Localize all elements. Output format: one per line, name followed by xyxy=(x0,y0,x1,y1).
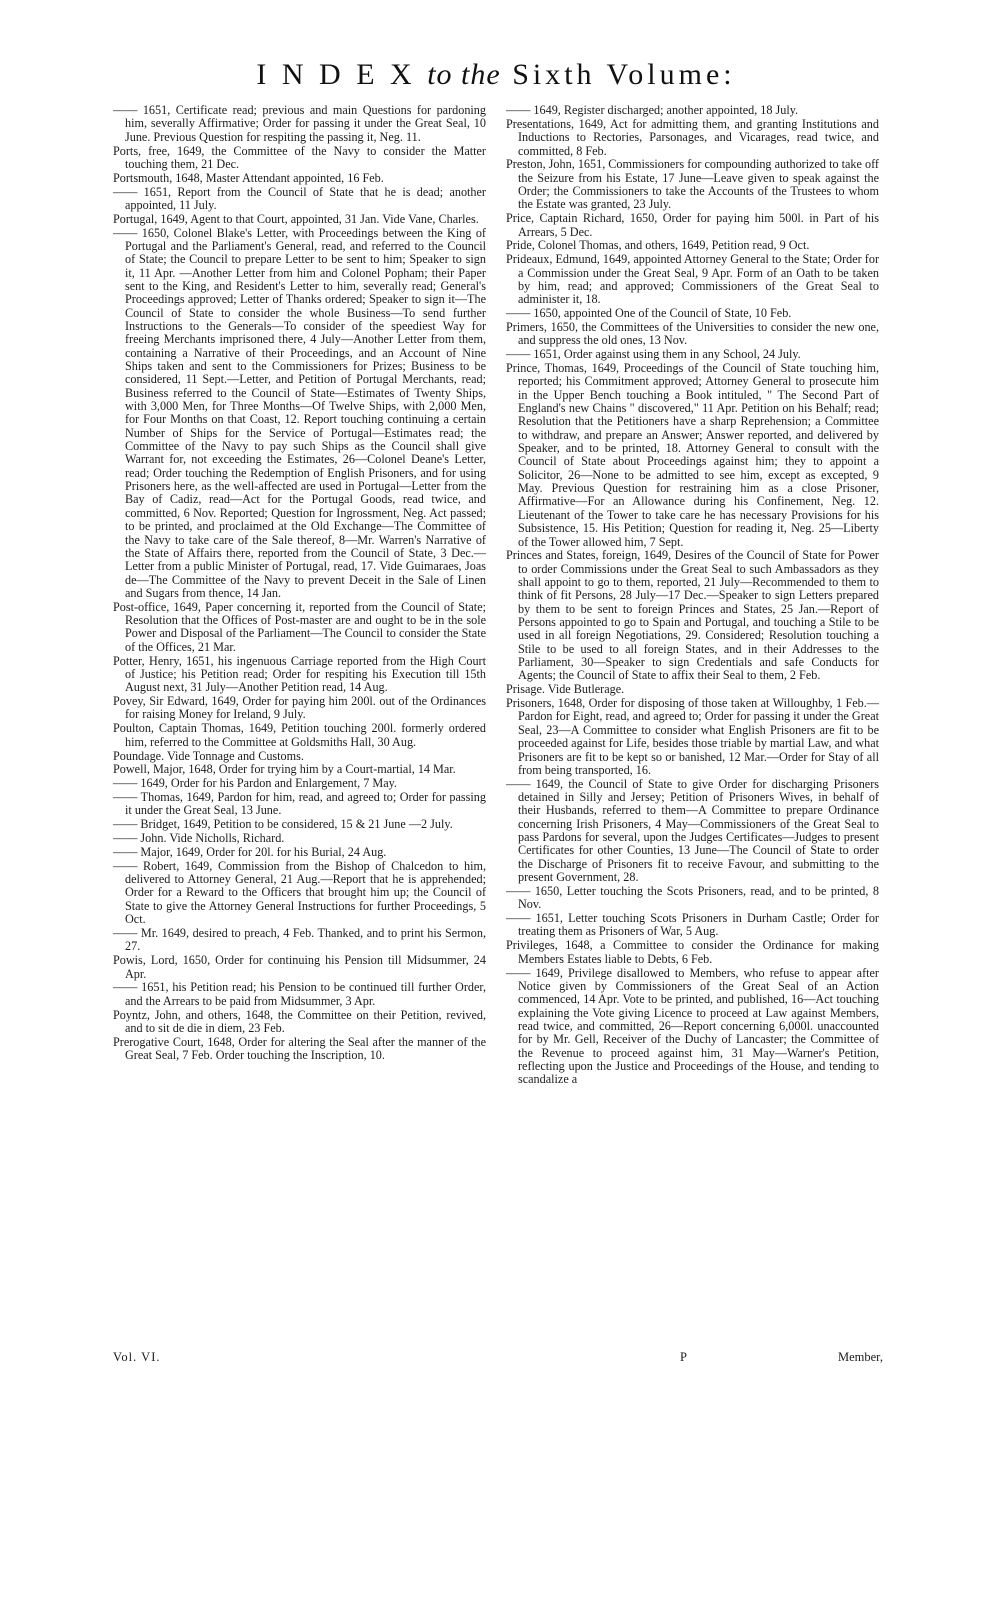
index-entry: —— John. Vide Nicholls, Richard. xyxy=(113,831,285,846)
index-entry: —— 1650, appointed One of the Council of State, 10 Feb. xyxy=(506,306,792,321)
index-entry: —— Bridget, 1649, Petition to be considered, 15 & 21 June —2 July. xyxy=(113,817,453,832)
index-entry: Potter, Henry, 1651, his ingenuous Carriage reported from the High Court of Justice; his Petition read; Order for respiting his Execution till 15th August next, 31 July—Another Petition read, 14 Aug. xyxy=(113,653,486,695)
index-entry: —— 1651, Certificate read; previous and main Questions for pardoning him, severally Affirmative; Order for passing it under the Great Seal, 10 June. Previous Question for respiting the passing it, Neg. 11. xyxy=(113,103,486,144)
index-entry: Povey, Sir Edward, 1649, Order for paying him 200l. out of the Ordinances for raising Money for Ireland, 9 July. xyxy=(113,694,486,722)
index-entry: Privileges, 1648, a Committee to consider the Ordinance for making Members Estates liable to Debts, 6 Feb. xyxy=(506,938,879,966)
index-entry: —— 1651, his Petition read; his Pension to be continued till further Order, and the Arrears to be paid from Midsummer, 3 Apr. xyxy=(113,980,486,1008)
index-entry: Powis, Lord, 1650, Order for continuing his Pension till Midsummer, 24 Apr. xyxy=(113,953,486,981)
index-entry: —— Major, 1649, Order for 20l. for his Burial, 24 Aug. xyxy=(113,844,387,859)
index-entry: Portugal, 1649, Agent to that Court, appointed, 31 Jan. Vide Vane, Charles. xyxy=(113,211,479,226)
index-entry: —— 1651, Report from the Council of State that he is dead; another appointed, 11 July. xyxy=(113,184,486,212)
header-index: I N D E X xyxy=(256,58,416,91)
index-entry: Prisoners, 1648, Order for disposing of those taken at Willoughby, 1 Feb.—Pardon for Eight, read, and agreed to; Order for passing it under the Great Seal, 23—A Committee to consider what English Prisoners are fit to be proceeded against for Life, besides those triable by martial Law, and what Prisoners are fit to be kept so or banished, 12 Mar.—Order for Stay of all from being transported, 16. xyxy=(506,696,879,777)
index-entry: Pride, Colonel Thomas, and others, 1649, Petition read, 9 Oct. xyxy=(506,238,810,253)
left-column xyxy=(113,104,486,1063)
index-entry: Poulton, Captain Thomas, 1649, Petition touching 200l. formerly ordered him, referred to the Committee at Goldsmiths Hall, 30 Aug. xyxy=(113,721,486,749)
index-entry: —— 1650, Letter touching the Scots Prisoners, read, and to be printed, 8 Nov. xyxy=(506,883,879,912)
index-entry: Prince, Thomas, 1649, Proceedings of the Council of State touching him, reported; his Commitment approved; Attorney General to prosecute him in the Upper Bench touching a Book intituled, " The Second Part of England's new Chains " discovered," 11 Apr. Petition on his Behalf; read; Resolution that the Petitioners have a sharp Reprehension; a Committee to withdraw, and prepare an Answer; Answer reported, and delivered by Speaker, and to be printed, 18. Attorney General to consult with the Council of State about Proceedings against him; they to appoint a Solicitor, 26—None to be admitted to see him, except as excepted, 9 May. Previous Question for restraining him as a close Prisoner, Affirmative—For an Allowance during his Confinement, Neg. 12. Lieutenant of the Tower to take care he has necessary Provisions for his Subsistence, 15. His Petition; Question for reading it, Neg. 25—Liberty of the Tower allowed him, 7 Sept. xyxy=(506,361,879,549)
index-entry: —— Mr. 1649, desired to preach, 4 Feb. Thanked, and to print his Sermon, 27. xyxy=(113,925,486,954)
index-entry: —— 1651, Order against using them in any School, 24 July. xyxy=(506,347,801,362)
index-entry: Poundage. Vide Tonnage and Customs. xyxy=(113,748,304,763)
page-header xyxy=(0,58,992,92)
signature-mark: P xyxy=(680,1350,687,1364)
header-volume: Sixth Volume: xyxy=(512,58,736,91)
index-entry: Ports, free, 1649, the Committee of the Navy to consider the Matter touching them, 21 Dec. xyxy=(113,143,486,171)
index-entry: Powell, Major, 1648, Order for trying him by a Court-martial, 14 Mar. xyxy=(113,762,456,777)
index-entry: Primers, 1650, the Committees of the Universities to consider the new one, and suppress the old ones, 13 Nov. xyxy=(506,320,879,348)
header-to-the: to the xyxy=(427,58,501,91)
index-entry: Post-office, 1649, Paper concerning it, reported from the Council of State; Resolution that the Offices of Post-master are and ought to be in the sole Power and Disposal of the Parliament—The Council to consider the State of the Offices, 21 Mar. xyxy=(113,599,486,654)
volume-footer: Vol. VI. xyxy=(113,1350,161,1364)
index-entry: Princes and States, foreign, 1649, Desires of the Council of State for Power to order Commissions under the Great Seal to such Ambassadors as they shall appoint to go to them, reported, 21 July—Recommended to them to think of fit Persons, 28 July—17 Dec.—Speaker to sign Letters prepared by them to be sent to foreign Princes and States, 25 Jan.—Report of Persons appointed to go to Spain and Portugal, and touching a Stile to be used in all foreign Negotiations, 29. Considered; Resolution touching a Stile to be used to all foreign States, and in their Addresses to the Parliament, 30—Speaker to sign Credentials and safe Conducts for Agents; the Council of State to affix their Seal to them, 2 Feb. xyxy=(506,548,879,683)
index-entry: Preston, John, 1651, Commissioners for compounding authorized to take off the Seizure from his Estate, 17 June—Leave given to speak against the Order; the Commissioners to take the Accounts of the Trustees to whom the Estate was granted, 23 July. xyxy=(506,157,879,212)
index-entry: Poyntz, John, and others, 1648, the Committee on their Petition, revived, and to sit de die in diem, 23 Feb. xyxy=(113,1007,486,1035)
index-entry: Prideaux, Edmund, 1649, appointed Attorney General to the State; Order for a Commission under the Great Seal, 9 Apr. Form of an Oath to be taken by him, read; and approved; Commissioners of the Great Seal to administer it, 18. xyxy=(506,252,879,307)
catchword: Member, xyxy=(838,1350,883,1364)
index-entry: Prerogative Court, 1648, Order for altering the Seal after the manner of the Great Seal, 7 Feb. Order touching the Inscription, 10. xyxy=(113,1034,486,1063)
index-entry: —— 1650, Colonel Blake's Letter, with Proceedings between the King of Portugal and the Parliament's General, read, and referred to the Council of State; the Council to prepare Letter to be sent to him; Speaker to sign it, 11 Apr. —Another Letter from him and Colonel Popham; their Paper sent to the King, and Resident's Letter to him, severally read; General's Proceedings approved; Letter of Thanks ordered; Speaker to sign it—The Council of State to consider the whole Business—To send further Instructions to the Generals—To consider of the speediest Way for freeing Merchants imprisoned there, 4 July—Another Letter from them, containing a Narrative of their Proceedings, and an Account of Nine Ships taken and sent to the Commissioners for Prizes; Business to be considered, 11 Sept.—Letter, and Petition of Portugal Merchants, read; Business referred to the Council of State—Estimates of Twenty Ships, with 3,000 Men, for Three Months—Of Twelve Ships, with 2,000 Men, for Four Months on that Coast, 12. Report touching continuing a certain Number of Ships for the Service of Portugal—Estimates read; the Committee of the Navy to pay such Ships as the Council shall give Warrant for, not exceeding the Estimates, 26—Colonel Deane's Letter, read; Order touching the Redemption of English Prisoners, and for using Prisoners here, as the well-affected are used in Portugal—Letter from the Bay of Cadiz, read—Act for the Portugal Goods, read twice, and committed, 6 Nov. Reported; Question for Ingrossment, Neg. Act passed; to be printed, and proclaimed at the Old Exchange—The Committee of the Navy to take care of the Sale thereof, 8—Mr. Warren's Narrative of the State of Affairs there, reported from the Council of State, 3 Dec.—Letter from a public Minister of Portugal, read, 17. Vide Guimaraes, Joas de—The Committee of the Navy to prevent Deceit in the Sale of Linen and Sugars from thence, 14 Jan. xyxy=(113,225,486,600)
index-entry: Portsmouth, 1648, Master Attendant appointed, 16 Feb. xyxy=(113,170,384,185)
index-entry: —— 1649, the Council of State to give Order for discharging Prisoners detained in Silly and Jersey; Petition of Prisoners Wives, in behalf of their Husbands, referred to them—A Committee to prepare Ordinance concerning Irish Prisoners, 4 May—Commissioners of the Great Seal to pass Pardons for several, upon the Judges Certificates—Judges to present Certificates for other Counties, 13 June—The Council of State to order the Discharge of Prisoners fit to receive Favour, and submitting to the present Government, 28. xyxy=(506,776,879,885)
index-entry: —— 1649, Privilege disallowed to Members, who refuse to appear after Notice given by Commissioners of the Great Seal of an Action commenced, 14 Apr. Vote to be printed, and published, 16—Act touching explaining the Vote giving Licence to proceed at Law against Members, read twice, and committed, 26—Report concerning 6,000l. unaccounted for by Mr. Gell, Receiver of the Duchy of Lancaster; the Committee of the Revenue to proceed against him, 31 May—Warner's Petition, reflecting upon the Justice and Proceedings of the House, and tending to scandalize a xyxy=(506,965,879,1087)
index-entry: Prisage. Vide Butlerage. xyxy=(506,682,625,697)
index-entry: —— 1649, Register discharged; another appointed, 18 July. xyxy=(506,103,799,117)
index-entry: —— 1651, Letter touching Scots Prisoners in Durham Castle; Order for treating them as Prisoners of War, 5 Aug. xyxy=(506,911,879,939)
index-entry: —— Thomas, 1649, Pardon for him, read, and agreed to; Order for passing it under the Great Seal, 13 June. xyxy=(113,790,486,818)
index-entry: —— 1649, Order for his Pardon and Enlargement, 7 May. xyxy=(113,776,397,791)
index-entry: Presentations, 1649, Act for admitting them, and granting Institutions and Inductions to Rectories, Parsonages, and Vicarages, read twice, and committed, 8 Feb. xyxy=(506,116,879,158)
index-entry: Price, Captain Richard, 1650, Order for paying him 500l. in Part of his Arrears, 5 Dec. xyxy=(506,211,879,239)
index-entry: —— Robert, 1649, Commission from the Bishop of Chalcedon to him, delivered to Attorney General, 21 Aug.—Report that he is apprehended; Order for a Reward to the Officers that brought him up; the Council of State to give the Attorney General Instructions for further Proceedings, 5 Oct. xyxy=(113,858,486,927)
right-column xyxy=(506,104,879,1087)
